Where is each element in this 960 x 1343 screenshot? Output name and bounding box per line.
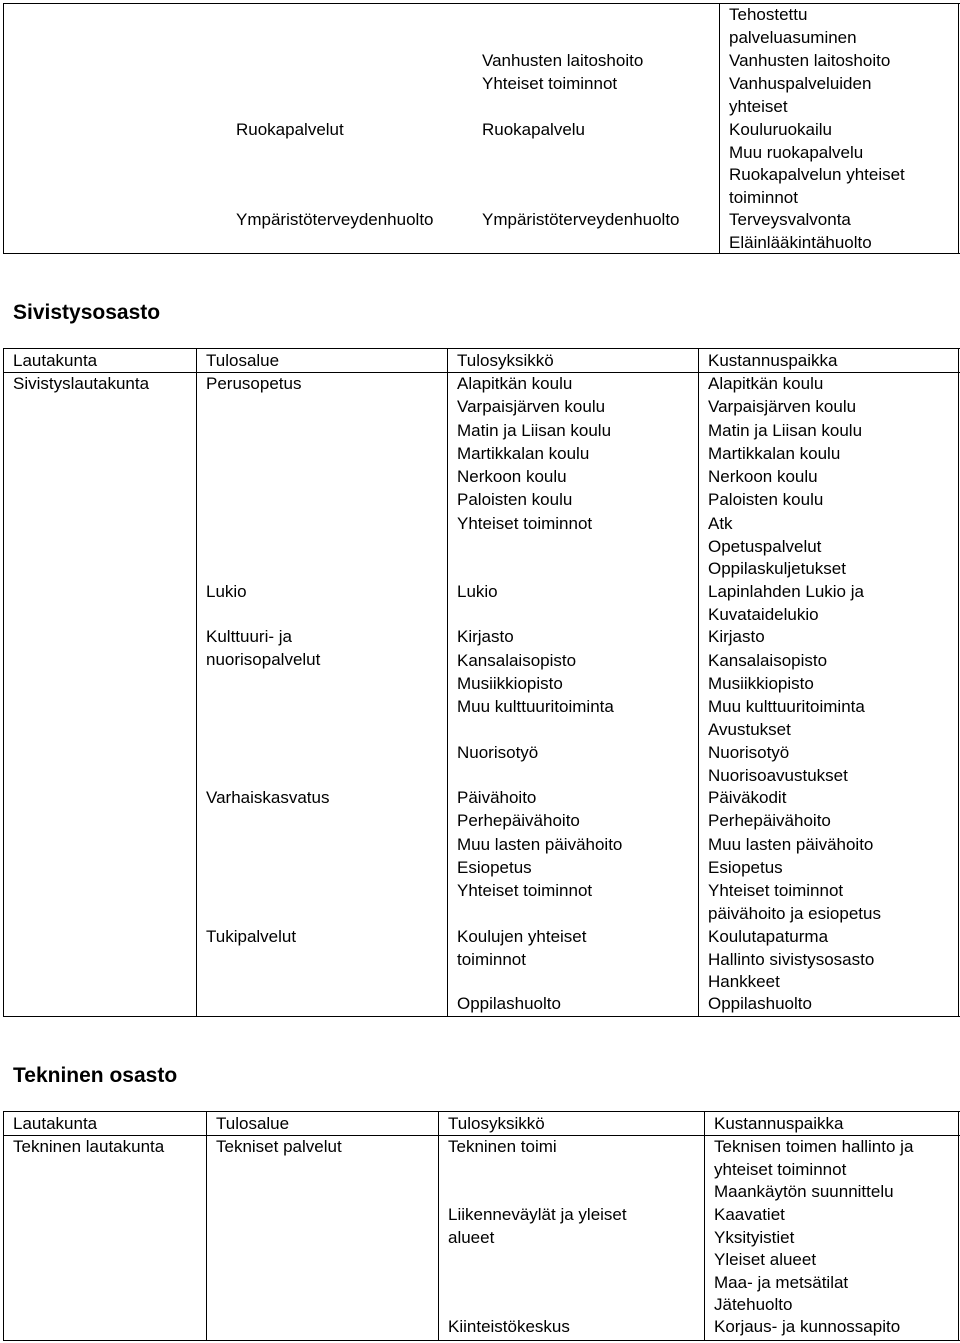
kustannuspaikka-cell: Paloisten koulu bbox=[708, 490, 824, 509]
kustannuspaikka-cell: Kansalaisopisto bbox=[708, 651, 828, 670]
sivistys-border-bottom bbox=[3, 1016, 960, 1017]
kustannuspaikka-cell: Martikkalan koulu bbox=[708, 444, 841, 463]
kustannuspaikka-cell: Muu kulttuuritoiminta Avustukset bbox=[708, 697, 865, 739]
sivistys-col-divider-3 bbox=[698, 348, 699, 1017]
tulosyksikko-cell: Koulujen yhteiset toiminnot bbox=[457, 927, 587, 969]
kustannuspaikka-cell: Alapitkän koulu bbox=[708, 374, 824, 393]
tekninen-col-divider-2 bbox=[438, 1111, 439, 1341]
table-cell: Kouluruokailu Muu ruokapalvelu Ruokapalvelun yhteiset toiminnot bbox=[729, 120, 905, 207]
tekninen-border-top bbox=[3, 1111, 960, 1112]
tulosyksikko-cell: Oppilashuolto bbox=[457, 994, 561, 1013]
kustannuspaikka-cell: Musiikkiopisto bbox=[708, 674, 814, 693]
tulosalue-cell: Varhaiskasvatus bbox=[206, 788, 330, 807]
kustannuspaikka-cell: Teknisen toimen hallinto ja yhteiset toiminnot Maankäytön suunnittelu bbox=[714, 1137, 914, 1201]
section-heading-sivistysosasto: Sivistysosasto bbox=[13, 301, 161, 324]
tulosalue-cell: Lukio bbox=[206, 582, 247, 601]
tulosyksikko-cell: Lukio bbox=[457, 582, 498, 601]
tulosyksikko-cell: Alapitkän koulu bbox=[457, 374, 573, 393]
kustannuspaikka-cell: Nuorisotyö Nuorisoavustukset bbox=[708, 743, 848, 785]
tulosyksikko-cell: Matin ja Liisan koulu bbox=[457, 421, 612, 440]
table-cell: Ruokapalvelut bbox=[236, 120, 344, 139]
tulosyksikko-cell: Martikkalan koulu bbox=[457, 444, 590, 463]
kustannuspaikka-cell: Perhepäivähoito bbox=[708, 811, 831, 830]
top-table-border-right bbox=[958, 3, 959, 254]
tulosyksikko-cell: Kirjasto bbox=[457, 627, 514, 646]
tekninen-border-right bbox=[958, 1111, 959, 1341]
sivistys-border-left bbox=[3, 348, 4, 1017]
tulosalue-cell: Perusopetus bbox=[206, 374, 302, 393]
table-cell: Vanhuspalveluiden yhteiset bbox=[729, 74, 872, 116]
column-header-kustannuspaikka: Kustannuspaikka bbox=[714, 1114, 844, 1133]
tulosyksikko-cell: Yhteiset toiminnot bbox=[457, 881, 593, 900]
column-header-tulosyksikko: Tulosyksikkö bbox=[448, 1114, 545, 1133]
kustannuspaikka-cell: Oppilashuolto bbox=[708, 994, 812, 1013]
kustannuspaikka-cell: Päiväkodit bbox=[708, 788, 787, 807]
lautakunta-cell: Sivistyslautakunta bbox=[13, 374, 150, 393]
sivistys-col-divider-2 bbox=[447, 348, 448, 1017]
sivistys-col-divider-1 bbox=[196, 348, 197, 1017]
column-header-tulosalue: Tulosalue bbox=[206, 351, 280, 370]
table-cell: Terveysvalvonta Eläinlääkintähuolto bbox=[729, 210, 872, 252]
tulosyksikko-cell: Varpaisjärven koulu bbox=[457, 397, 606, 416]
kustannuspaikka-cell: Koulutapaturma Hallinto sivistysosasto Hankkeet bbox=[708, 927, 875, 991]
tulosyksikko-cell: Muu kulttuuritoiminta bbox=[457, 697, 614, 716]
column-header-kustannuspaikka: Kustannuspaikka bbox=[708, 351, 838, 370]
top-table-divider bbox=[719, 3, 720, 254]
table-cell: Tehostettu palveluasuminen bbox=[729, 5, 857, 47]
tulosyksikko-cell: Muu lasten päivähoito bbox=[457, 835, 623, 854]
tekninen-border-bottom bbox=[3, 1340, 960, 1341]
column-header-tulosalue: Tulosalue bbox=[216, 1114, 290, 1133]
lautakunta-cell: Tekninen lautakunta bbox=[13, 1137, 165, 1156]
section-heading-tekninen-osasto: Tekninen osasto bbox=[13, 1064, 178, 1087]
kustannuspaikka-cell: Esiopetus bbox=[708, 858, 783, 877]
tekninen-border-left bbox=[3, 1111, 4, 1341]
tekninen-col-divider-3 bbox=[704, 1111, 705, 1341]
kustannuspaikka-cell: Lapinlahden Lukio ja Kuvataidelukio bbox=[708, 582, 864, 624]
kustannuspaikka-cell: Yhteiset toiminnot päivähoito ja esiopetus bbox=[708, 881, 881, 923]
tekninen-col-divider-1 bbox=[206, 1111, 207, 1341]
kustannuspaikka-cell: Nerkoon koulu bbox=[708, 467, 818, 486]
tulosyksikko-cell: Perhepäivähoito bbox=[457, 811, 580, 830]
kustannuspaikka-cell: Korjaus- ja kunnossapito bbox=[714, 1317, 901, 1336]
tulosyksikko-cell: Liikenneväylät ja yleiset alueet bbox=[448, 1205, 627, 1247]
kustannuspaikka-cell: Varpaisjärven koulu bbox=[708, 397, 857, 416]
table-cell: Ympäristöterveydenhuolto bbox=[236, 210, 434, 229]
top-table-border-left bbox=[3, 3, 4, 254]
column-header-lautakunta: Lautakunta bbox=[13, 351, 98, 370]
tulosyksikko-cell: Esiopetus bbox=[457, 858, 532, 877]
tulosyksikko-cell: Kansalaisopisto bbox=[457, 651, 577, 670]
tulosalue-cell: Tekniset palvelut bbox=[216, 1137, 342, 1156]
sivistys-border-top bbox=[3, 348, 960, 349]
tulosyksikko-cell: Päivähoito bbox=[457, 788, 537, 807]
tulosyksikko-cell: Yhteiset toiminnot bbox=[457, 514, 593, 533]
sivistys-border-right bbox=[958, 348, 959, 1017]
tulosyksikko-cell: Nuorisotyö bbox=[457, 743, 539, 762]
table-cell: Vanhusten laitoshoito bbox=[482, 51, 644, 70]
tulosyksikko-cell: Nerkoon koulu bbox=[457, 467, 567, 486]
tulosyksikko-cell: Tekninen toimi bbox=[448, 1137, 557, 1156]
table-cell: Vanhusten laitoshoito bbox=[729, 51, 891, 70]
table-cell: Yhteiset toiminnot bbox=[482, 74, 618, 93]
kustannuspaikka-cell: Matin ja Liisan koulu bbox=[708, 421, 863, 440]
tulosalue-cell: Tukipalvelut bbox=[206, 927, 297, 946]
tulosalue-cell: Kulttuuri- ja nuorisopalvelut bbox=[206, 627, 321, 669]
column-header-tulosyksikko: Tulosyksikkö bbox=[457, 351, 554, 370]
kustannuspaikka-cell: Kirjasto bbox=[708, 627, 765, 646]
tulosyksikko-cell: Paloisten koulu bbox=[457, 490, 573, 509]
tulosyksikko-cell: Kiinteistökeskus bbox=[448, 1317, 570, 1336]
kustannuspaikka-cell: Atk Opetuspalvelut Oppilaskuljetukset bbox=[708, 514, 846, 578]
column-header-lautakunta: Lautakunta bbox=[13, 1114, 98, 1133]
table-cell: Ympäristöterveydenhuolto bbox=[482, 210, 680, 229]
kustannuspaikka-cell: Muu lasten päivähoito bbox=[708, 835, 874, 854]
tulosyksikko-cell: Musiikkiopisto bbox=[457, 674, 563, 693]
kustannuspaikka-cell: Kaavatiet Yksityistiet Yleiset alueet Maa- ja metsätilat Jätehuolto bbox=[714, 1205, 849, 1314]
table-cell: Ruokapalvelu bbox=[482, 120, 586, 139]
